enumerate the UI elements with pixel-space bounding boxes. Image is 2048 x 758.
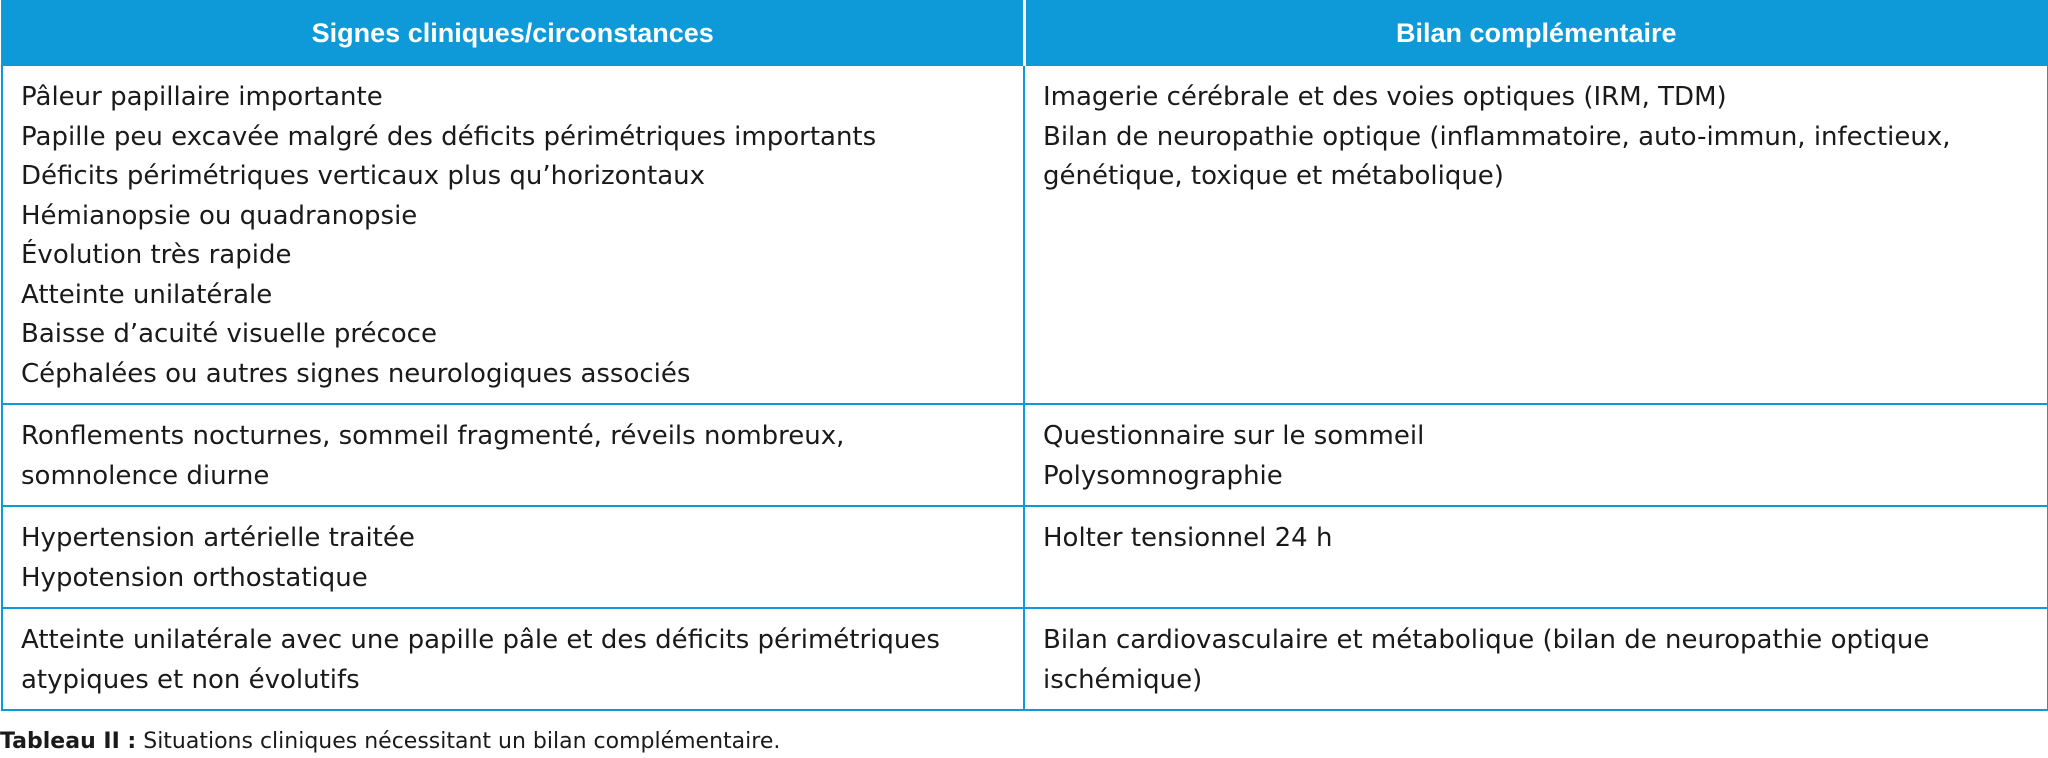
workup-cell [1024, 65, 2048, 404]
workup-item: Questionnaire sur le sommeil [1043, 421, 1425, 451]
workup-cell [1024, 404, 2048, 506]
workup-item: Bilan cardiovasculaire et métabolique (bilan de neuropathie optique ischémique) [1043, 625, 1930, 695]
clinical-signs-cell [2, 404, 1024, 506]
caption-label: Tableau II : [0, 729, 137, 754]
workup-item: Imagerie cérébrale et des voies optiques (IRM, TDM) [1043, 82, 1727, 112]
clinical-sign-item: Pâleur papillaire importante [21, 82, 383, 112]
clinical-sign-item: Ronflements nocturnes, sommeil fragmenté, réveils nombreux, somnolence diurne [21, 421, 845, 491]
clinical-sign-item: Hypertension artérielle traitée [21, 523, 415, 553]
table-body [2, 65, 2048, 710]
clinical-sign-item: Hémianopsie ou quadranopsie [21, 200, 418, 231]
clinical-situations-table [1, 0, 2048, 711]
clinical-sign-item: Déficits périmétriques verticaux plus qu’horizontaux [21, 161, 705, 191]
clinical-sign-item: Baisse d’acuité visuelle précoce [21, 319, 437, 349]
workup-item: Holter tensionnel 24 h [1043, 523, 1333, 553]
workup-item: Polysomnographie [1043, 460, 1283, 491]
clinical-sign-item: Céphalées ou autres signes neurologiques associés [21, 358, 691, 389]
header-clinical-signs: Signes cliniques/circonstances [2, 1, 1024, 65]
table-row [2, 404, 2048, 506]
clinical-signs-cell [2, 65, 1024, 404]
header-complementary-workup: Bilan complémentaire [1024, 1, 2048, 65]
clinical-signs-cell [2, 608, 1024, 710]
table-row [2, 65, 2048, 404]
clinical-sign-item: Papille peu excavée malgré des déficits périmétriques importants [21, 121, 877, 152]
clinical-sign-item: Atteinte unilatérale avec une papille pâle et des déficits périmétriques atypiques et non évolutifs [21, 625, 940, 695]
clinical-sign-item: Évolution très rapide [21, 240, 292, 270]
workup-item: Bilan de neuropathie optique (inflammatoire, auto-immun, infectieux, génétique, toxique et métabolique) [1043, 121, 1951, 191]
clinical-sign-item: Atteinte unilatérale [21, 279, 273, 310]
workup-cell [1024, 608, 2048, 710]
table-header-row [2, 1, 2048, 65]
caption-text: Situations cliniques nécessitant un bilan complémentaire. [136, 729, 781, 754]
clinical-sign-item: Hypotension orthostatique [21, 562, 368, 593]
workup-cell [1024, 506, 2048, 608]
table-row [2, 506, 2048, 608]
clinical-signs-cell [2, 506, 1024, 608]
table-caption [0, 728, 780, 756]
table-row [2, 608, 2048, 710]
